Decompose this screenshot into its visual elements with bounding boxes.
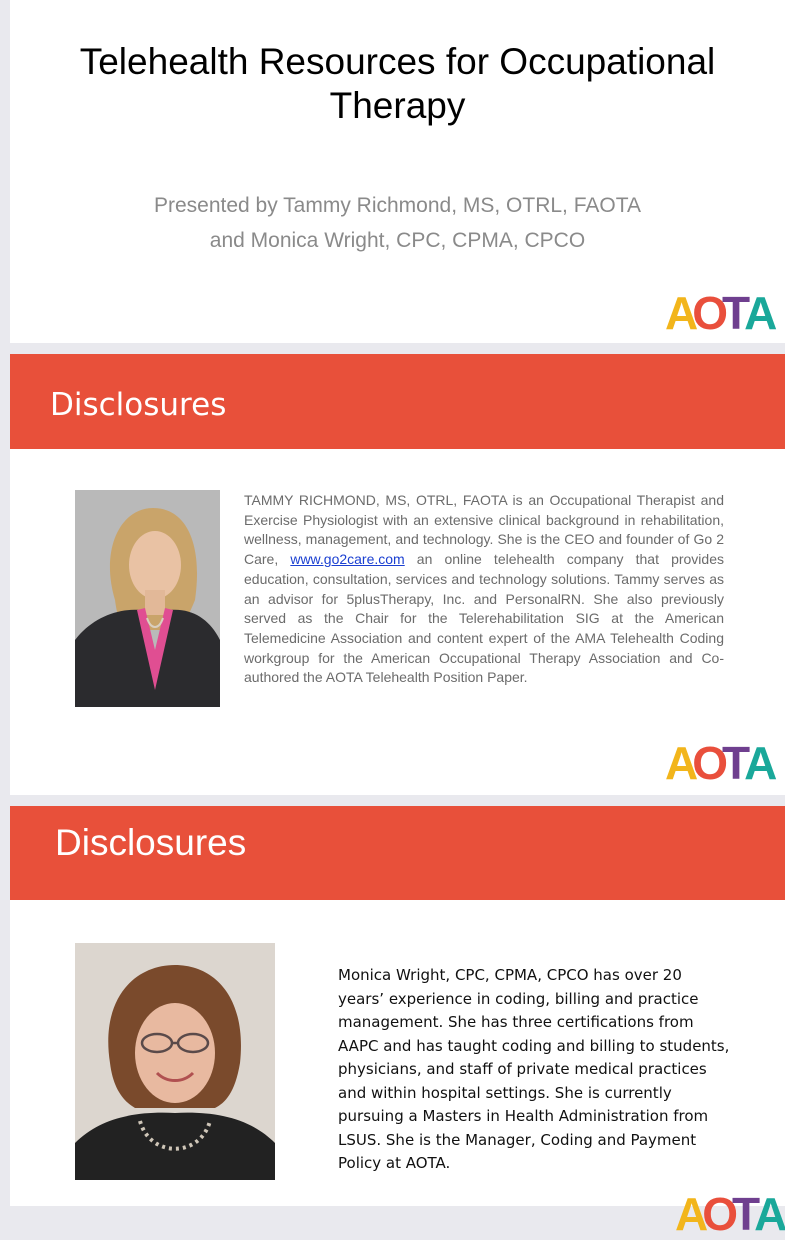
title-line-1: Telehealth Resources for Occupational — [79, 41, 716, 82]
logo-letter: A — [665, 287, 693, 339]
bio-line: years’ experience in coding, billing and practice — [338, 989, 699, 1008]
aota-logo — [665, 287, 772, 339]
bio-line: and within hospital settings. She is currently — [338, 1083, 672, 1102]
bio-line: LSUS. She is the Manager, Coding and Payment — [338, 1130, 697, 1149]
slide-banner — [10, 354, 785, 449]
logo-letter: A — [744, 287, 772, 339]
logo-letter: A — [665, 737, 693, 789]
logo-letter: T — [722, 287, 745, 339]
tammy-richmond-photo — [75, 490, 220, 707]
portrait-illustration — [75, 490, 220, 707]
monica-wright-photo — [75, 943, 275, 1180]
logo-letter: O — [702, 1188, 733, 1240]
presenters — [10, 188, 785, 258]
bio-line: AAPC and has taught coding and billing to students, — [338, 1036, 730, 1055]
tammy-bio — [244, 491, 724, 688]
logo-letter: T — [722, 737, 745, 789]
bio-text: TAMMY RICHMOND, MS, OTRL, FAOTA is an Occupational Therapist and Exercise Physiologist with an extensive clinical background in rehabilitation, wellness, management, and technology. She is the CEO and founder of Go 2 Care, — [244, 492, 724, 568]
subtitle-line-2: and Monica Wright, CPC, CPMA, CPCO — [209, 229, 586, 252]
slide-banner — [10, 806, 785, 900]
disclosures-slide-2 — [10, 806, 785, 1240]
banner-title: Disclosures — [50, 387, 227, 423]
logo-letter: T — [732, 1188, 755, 1240]
disclosures-slide-1 — [10, 354, 785, 795]
bio-line: pursuing a Masters in Health Administration from — [338, 1107, 709, 1125]
aota-logo — [675, 1188, 782, 1240]
bio-text: an online telehealth company that provides education, consultation, services and technology solutions. Tammy serves as an advisor for 5plusTherapy, Inc. and PersonalRN. She also previously served as the Chair for the Telerehabilitation SIG at the American Telemedicine Association and content expert of the AMA Telehealth Coding workgroup for the American Occupational Therapy Association and Co-authored the AOTA Telehealth Position Paper. — [244, 551, 724, 686]
go2care-link[interactable]: www.go2care.com — [290, 551, 405, 568]
logo-letter: A — [754, 1188, 782, 1240]
logo-letter: A — [744, 737, 772, 789]
bio-line: Policy at AOTA. — [338, 1154, 451, 1172]
presentation-title — [10, 40, 785, 128]
logo-letter: A — [675, 1188, 703, 1240]
portrait-illustration — [75, 943, 275, 1180]
bio-line: Monica Wright, CPC, CPMA, CPCO has over 20 — [338, 966, 682, 984]
bio-line: management. She has three certifications from — [338, 1013, 694, 1031]
monica-bio — [338, 964, 758, 1176]
title-line-2: Therapy — [329, 85, 466, 126]
bio-line: physicians, and staff of private medical practices — [338, 1060, 707, 1078]
aota-logo — [665, 737, 772, 789]
banner-title: Disclosures — [55, 822, 247, 863]
title-slide — [10, 0, 785, 343]
logo-letter: O — [692, 737, 723, 789]
subtitle-line-1: Presented by Tammy Richmond, MS, OTRL, FAOTA — [153, 194, 642, 217]
logo-letter: O — [692, 287, 723, 339]
